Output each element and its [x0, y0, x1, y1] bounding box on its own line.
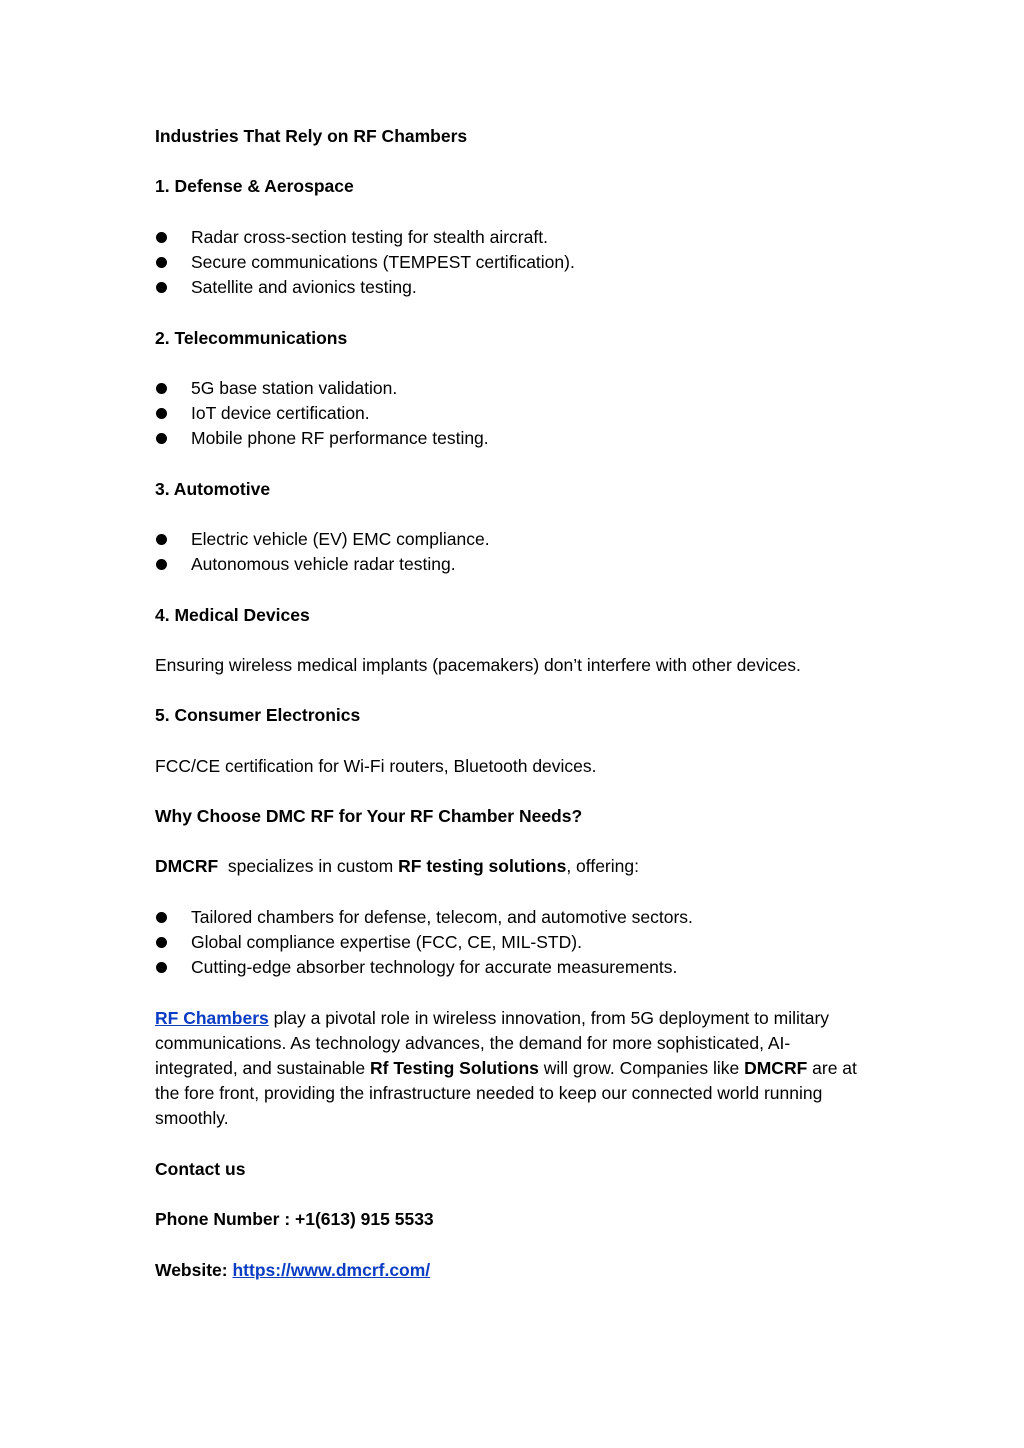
- why-intro: [155, 854, 875, 879]
- list-item: [155, 275, 875, 300]
- website-label: Website:: [155, 1259, 233, 1280]
- brand-name: DMCRF: [744, 1057, 808, 1078]
- closing-text: will grow. Companies like: [538, 1057, 745, 1078]
- list-item-text: Cutting-edge absorber technology for accurate measurements.: [191, 957, 678, 978]
- list-item-text: 5G base station validation.: [191, 377, 398, 398]
- website-link[interactable]: https://www.dmcrf.com/: [232, 1259, 431, 1280]
- bullet-icon: [156, 282, 167, 293]
- list-item: [155, 527, 875, 552]
- closing-paragraph: [155, 1006, 865, 1132]
- contact-title: Contact us: [155, 1158, 246, 1179]
- page-heading: Industries That Rely on RF Chambers: [155, 126, 468, 146]
- list-item-text: Mobile phone RF performance testing.: [191, 428, 489, 449]
- document-page: [155, 124, 875, 1283]
- bullet-icon: [156, 408, 167, 419]
- bullet-icon: [156, 962, 167, 973]
- bullet-icon: [156, 912, 167, 923]
- list-item-text: Radar cross-section testing for stealth aircraft.: [191, 226, 548, 247]
- bullet-icon: [156, 232, 167, 243]
- brand-name: DMCRF: [155, 856, 219, 877]
- list-item: [155, 225, 875, 250]
- list-item-text: Tailored chambers for defense, telecom, and automotive sectors.: [191, 906, 693, 927]
- closing-text: are at the fore front, providing the infrastructure needed to keep our connected world running smoothly.: [155, 1057, 857, 1129]
- highlight-text: RF testing solutions: [398, 856, 567, 877]
- list-item-text: Autonomous vehicle radar testing.: [191, 554, 456, 575]
- bullet-icon: [156, 257, 167, 268]
- why-intro-text: specializes in custom: [218, 856, 399, 877]
- list-item: [155, 401, 875, 426]
- section-title-consumer: 5. Consumer Electronics: [155, 705, 361, 726]
- list-item: [155, 250, 875, 275]
- list-item-text: Electric vehicle (EV) EMC compliance.: [191, 529, 490, 549]
- list-item-text: IoT device certification.: [191, 403, 370, 424]
- rf-chambers-link[interactable]: RF Chambers: [155, 1007, 269, 1028]
- list-item: [155, 955, 875, 980]
- list-item-text: Satellite and avionics testing.: [191, 277, 417, 298]
- list-item: [155, 376, 875, 401]
- highlight-text: Rf Testing Solutions: [370, 1057, 539, 1078]
- why-intro-text-end: , offering:: [566, 856, 639, 877]
- bullet-icon: [156, 534, 167, 545]
- section-text-medical: Ensuring wireless medical implants (pacemakers) don’t interfere with other devices.: [155, 654, 801, 675]
- bullet-icon: [156, 433, 167, 444]
- list-item: [155, 905, 875, 930]
- section-title-telecom: 2. Telecommunications: [155, 327, 348, 348]
- section-title-defense: 1. Defense & Aerospace: [155, 176, 354, 197]
- bullet-icon: [156, 559, 167, 570]
- closing-text: play a pivotal role in wireless innovation, from 5G deployment to military communications. As technology advances, the demand for more sophisticated, AI-integrated, and sustainable: [155, 1007, 830, 1078]
- website-line: [155, 1258, 875, 1283]
- list-item: [155, 426, 875, 451]
- list-item: [155, 552, 875, 577]
- list-item-text: Global compliance expertise (FCC, CE, MIL-STD).: [191, 932, 582, 952]
- bullet-icon: [156, 937, 167, 948]
- bullet-icon: [156, 383, 167, 394]
- why-title: Why Choose DMC RF for Your RF Chamber Needs?: [155, 806, 583, 827]
- list-item-text: Secure communications (TEMPEST certification).: [191, 251, 575, 272]
- section-text-consumer: FCC/CE certification for Wi-Fi routers, Bluetooth devices.: [155, 755, 597, 776]
- section-title-automotive: 3. Automotive: [155, 478, 271, 499]
- phone-number: Phone Number : +1(613) 915 5533: [155, 1209, 434, 1230]
- list-item: [155, 930, 875, 955]
- section-title-medical: 4. Medical Devices: [155, 604, 310, 625]
